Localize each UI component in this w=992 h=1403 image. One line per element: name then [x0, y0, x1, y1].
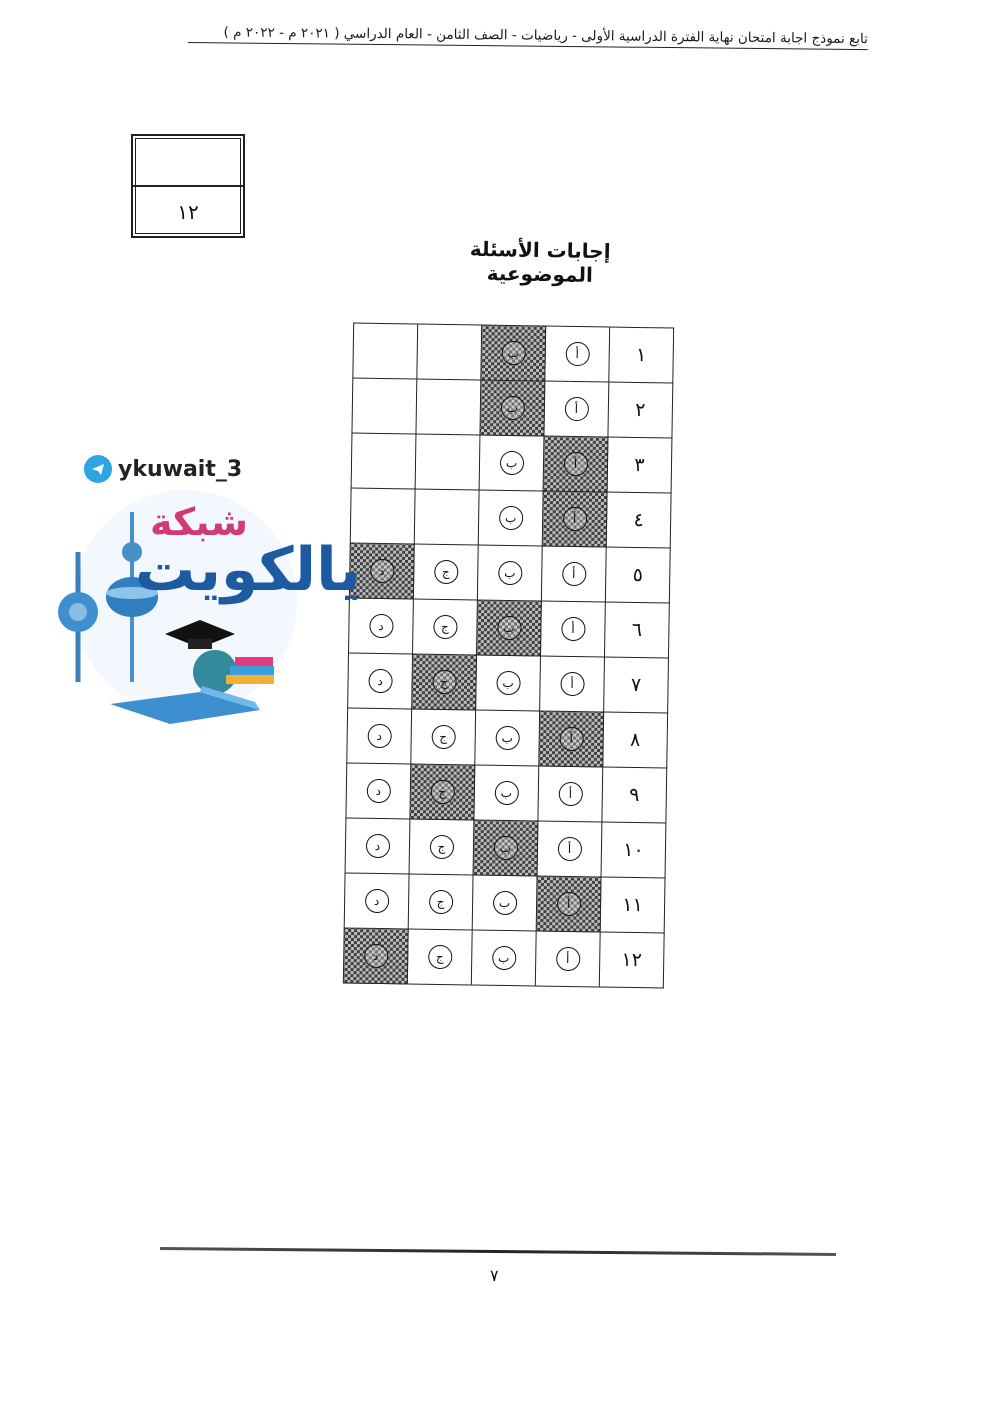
- choice-option: ج: [429, 835, 453, 859]
- question-number: ٤: [606, 492, 671, 548]
- choice-option: ب: [501, 341, 525, 365]
- answer-choice-cell: [538, 766, 603, 822]
- choice-option: أ: [563, 452, 587, 476]
- choice-option: أ: [559, 727, 583, 751]
- choice-option: ج: [432, 670, 456, 694]
- brand-top-text: شبكة: [150, 500, 249, 544]
- empty-cell: [353, 323, 418, 379]
- answer-choice-cell: [349, 598, 414, 654]
- section-title: إجابات الأسئلة الموضوعية: [469, 236, 611, 287]
- answer-choice-cell: [408, 874, 473, 930]
- answer-choice-cell: [410, 764, 475, 820]
- empty-cell: [352, 378, 417, 434]
- page-number: ٧: [490, 1266, 499, 1285]
- answer-choice-cell: [477, 600, 542, 656]
- choice-option: ج: [428, 890, 452, 914]
- answer-row: [349, 543, 670, 603]
- answer-row: [344, 873, 665, 933]
- choice-option: ج: [433, 615, 457, 639]
- answer-choice-cell: [540, 656, 605, 712]
- answer-choice-cell: [343, 928, 408, 984]
- choice-option: ب: [492, 946, 516, 970]
- question-number: ٢: [608, 382, 673, 438]
- choice-option: ب: [500, 396, 524, 420]
- answer-choice-cell: [348, 653, 413, 709]
- empty-cell: [416, 379, 481, 435]
- answer-row: [347, 708, 668, 768]
- answer-choice-cell: [544, 381, 609, 437]
- choice-option: أ: [564, 397, 588, 421]
- answer-choice-cell: [471, 930, 536, 986]
- choice-option: ب: [492, 891, 516, 915]
- answer-row: [353, 323, 674, 383]
- choice-option: ج: [434, 560, 458, 584]
- choice-option: ج: [430, 780, 454, 804]
- telegram-icon: [84, 455, 112, 483]
- answer-choice-cell: [345, 818, 410, 874]
- question-number: ٩: [602, 767, 667, 823]
- answer-row: [346, 763, 667, 823]
- answer-choice-cell: [412, 654, 477, 710]
- question-number: ٧: [604, 657, 669, 713]
- answer-choice-cell: [475, 710, 540, 766]
- answer-choice-cell: [479, 435, 544, 491]
- answer-choice-cell: [347, 708, 412, 764]
- score-box: [131, 134, 245, 238]
- answer-choice-cell: [473, 820, 538, 876]
- answer-row: [345, 818, 666, 878]
- choice-option: د: [365, 834, 389, 858]
- question-number: ١٢: [599, 932, 664, 988]
- choice-option: ب: [498, 506, 522, 530]
- choice-option: د: [368, 669, 392, 693]
- score-box-top: [133, 136, 243, 187]
- answer-choice-cell: [542, 491, 607, 547]
- choice-option: أ: [556, 892, 580, 916]
- score-box-total: ١٢: [177, 199, 199, 224]
- choice-option: ج: [431, 725, 455, 749]
- answer-grid: [343, 323, 674, 989]
- choice-option: أ: [562, 562, 586, 586]
- answer-row: [349, 598, 670, 658]
- answer-row: [343, 928, 664, 988]
- answer-choice-cell: [480, 380, 545, 436]
- question-number: ٣: [607, 437, 672, 493]
- answer-choice-cell: [535, 931, 600, 987]
- answer-choice-cell: [476, 655, 541, 711]
- answer-choice-cell: [346, 763, 411, 819]
- choice-option: أ: [558, 782, 582, 806]
- choice-option: ب: [499, 451, 523, 475]
- choice-option: أ: [560, 672, 584, 696]
- choice-option: ب: [496, 671, 520, 695]
- choice-option: ب: [493, 836, 517, 860]
- answer-row: [350, 488, 671, 548]
- question-number: ٨: [603, 712, 668, 768]
- answer-choice-cell: [411, 709, 476, 765]
- answer-choice-cell: [413, 599, 478, 655]
- answer-row: [352, 378, 673, 438]
- choice-option: د: [364, 944, 388, 968]
- answer-choice-cell: [474, 765, 539, 821]
- empty-cell: [414, 489, 479, 545]
- choice-option: ب: [494, 781, 518, 805]
- telegram-handle-text: ykuwait_3: [118, 456, 243, 482]
- answer-choice-cell: [545, 326, 610, 382]
- empty-cell: [415, 434, 480, 490]
- answer-choice-cell: [478, 490, 543, 546]
- question-number: ١٠: [601, 822, 666, 878]
- choice-option: أ: [556, 947, 580, 971]
- choice-option: د: [369, 614, 393, 638]
- empty-cell: [351, 433, 416, 489]
- choice-option: أ: [562, 507, 586, 531]
- answer-choice-cell: [344, 873, 409, 929]
- empty-cell: [417, 324, 482, 380]
- exam-header: تابع نموذج اجابة امتحان نهاية الفترة الدراسية الأولى - رياضيات - الصف الثامن - العام الدراسي ( ٢٠٢١ م - ٢٠٢٢ م ): [188, 24, 868, 50]
- choice-option: ب: [498, 561, 522, 585]
- question-number: ١: [609, 327, 674, 383]
- choice-option: ب: [495, 726, 519, 750]
- choice-option: ج: [428, 945, 452, 969]
- answer-choice-cell: [540, 601, 605, 657]
- choice-option: أ: [565, 342, 589, 366]
- question-number: ٦: [604, 602, 669, 658]
- choice-option: د: [370, 559, 394, 583]
- answer-choice-cell: [543, 436, 608, 492]
- footer-rule: [160, 1247, 836, 1256]
- question-number: ١١: [600, 877, 665, 933]
- choice-option: د: [366, 779, 390, 803]
- answer-choice-cell: [481, 325, 546, 381]
- answer-choice-cell: [541, 546, 606, 602]
- question-number: ٥: [605, 547, 670, 603]
- choice-option: أ: [561, 617, 585, 641]
- choice-option: ب: [497, 616, 521, 640]
- answer-row: [348, 653, 669, 713]
- brand-main-text: يالكويت: [135, 535, 362, 605]
- answer-choice-cell: [536, 876, 601, 932]
- answer-choice-cell: [477, 545, 542, 601]
- choice-option: د: [367, 724, 391, 748]
- answer-choice-cell: [407, 929, 472, 985]
- answer-choice-cell: [537, 821, 602, 877]
- telegram-handle: [84, 455, 242, 483]
- answer-choice-cell: [413, 544, 478, 600]
- choice-option: أ: [557, 837, 581, 861]
- answer-row: [351, 433, 672, 493]
- answer-choice-cell: [409, 819, 474, 875]
- answer-choice-cell: [472, 875, 537, 931]
- answer-choice-cell: [539, 711, 604, 767]
- choice-option: د: [364, 889, 388, 913]
